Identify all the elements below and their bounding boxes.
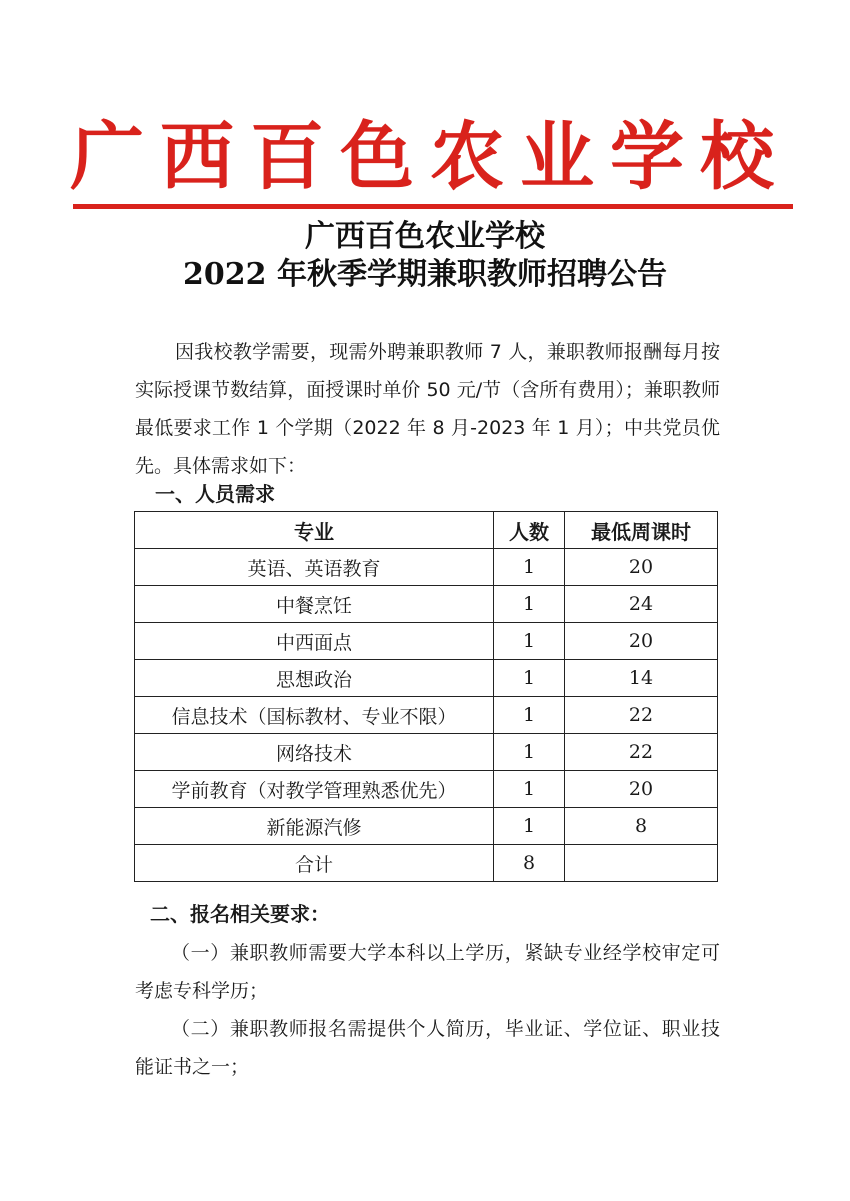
requirement-item-1: （一）兼职教师需要大学本科以上学历，紧缺专业经学校审定可考虑专科学历；	[135, 942, 720, 1002]
table-row	[135, 771, 718, 808]
cell-total-hours	[565, 845, 718, 882]
cell-count: 1	[494, 734, 565, 771]
cell-major: 思想政治	[135, 660, 494, 697]
cell-major: 中餐烹饪	[135, 586, 494, 623]
table-row	[135, 586, 718, 623]
requirement-item-2: （二）兼职教师报名需提供个人简历，毕业证、学位证、职业技能证书之一；	[135, 1018, 720, 1078]
cell-min-hours: 20	[565, 771, 718, 808]
header-count: 人数	[494, 512, 565, 549]
cell-count: 1	[494, 623, 565, 660]
notice-title-school: 广西百色农业学校	[305, 219, 545, 254]
table-header-row	[135, 512, 718, 549]
table-row	[135, 660, 718, 697]
masthead-title: 广西百色农业学校	[70, 114, 790, 200]
table-row	[135, 623, 718, 660]
cell-min-hours: 22	[565, 697, 718, 734]
cell-count: 1	[494, 549, 565, 586]
cell-min-hours: 8	[565, 808, 718, 845]
cell-min-hours: 20	[565, 623, 718, 660]
cell-total-count: 8	[494, 845, 565, 882]
cell-major: 中西面点	[135, 623, 494, 660]
header-min-hours: 最低周课时	[565, 512, 718, 549]
cell-major: 学前教育（对教学管理熟悉优先）	[135, 771, 494, 808]
cell-count: 1	[494, 808, 565, 845]
header-major: 专业	[135, 512, 494, 549]
notice-title: 2022 年秋季学期兼职教师招聘公告	[183, 257, 667, 292]
cell-count: 1	[494, 660, 565, 697]
cell-count: 1	[494, 771, 565, 808]
cell-count: 1	[494, 697, 565, 734]
cell-major: 信息技术（国标教材、专业不限）	[135, 697, 494, 734]
section-heading-staffing: 一、人员需求	[155, 482, 275, 506]
cell-major: 网络技术	[135, 734, 494, 771]
cell-min-hours: 22	[565, 734, 718, 771]
table-total-row	[135, 845, 718, 882]
cell-min-hours: 20	[565, 549, 718, 586]
table-row	[135, 808, 718, 845]
intro-paragraph: 因我校教学需要，现需外聘兼职教师 7 人，兼职教师报酬每月按实际授课节数结算，面授课时单价 50 元/节（含所有费用）；兼职教师最低要求工作 1 个学期（2022 年 8 月-2023 年 1 月）；中共党员优先。具体需求如下：	[135, 341, 720, 477]
table-row	[135, 697, 718, 734]
cell-min-hours: 24	[565, 586, 718, 623]
cell-count: 1	[494, 586, 565, 623]
cell-major: 英语、英语教育	[135, 549, 494, 586]
table-row	[135, 549, 718, 586]
cell-major: 新能源汽修	[135, 808, 494, 845]
section-heading-application: 二、报名相关要求：	[150, 902, 330, 926]
red-divider	[73, 204, 793, 209]
table-row	[135, 734, 718, 771]
requirements-table	[134, 511, 718, 882]
cell-min-hours: 14	[565, 660, 718, 697]
cell-total-label: 合计	[135, 845, 494, 882]
